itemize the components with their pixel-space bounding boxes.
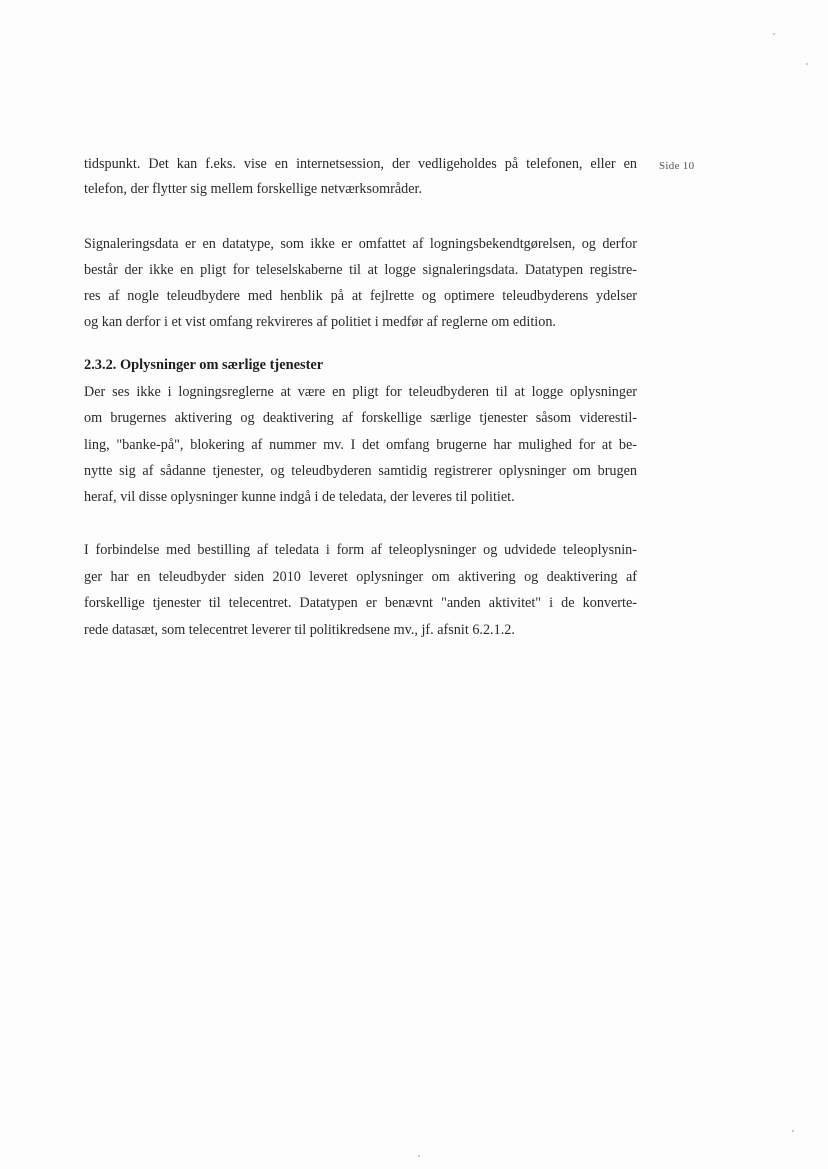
ordering-line: forskellige tjenester til telecentret. Datatypen er benævnt "anden aktivitet" i de konverte- — [84, 595, 637, 611]
section-line: heraf, vil disse oplysninger kunne indgå i de teledata, der leveres til politiet. — [84, 489, 515, 505]
intro-line: tidspunkt. Det kan f.eks. vise en internetsession, der vedligeholdes på telefonen, eller en — [84, 156, 637, 172]
signaling-line: og kan derfor i et vist omfang rekvireres af politiet i medfør af reglerne om edition. — [84, 314, 556, 330]
ordering-line: ger har en teleudbyder siden 2010 leveret oplysninger om aktivering og deaktivering af — [84, 569, 637, 585]
signaling-line: består der ikke en pligt for teleselskaberne til at logge signaleringsdata. Datatypen registre- — [84, 262, 637, 278]
ordering-line: I forbindelse med bestilling af teledata i form af teleoplysninger og udvidede teleoplysnin- — [84, 542, 637, 558]
scan-speck — [773, 33, 775, 35]
section-line: nytte sig af sådanne tjenester, og teleudbyderen samtidig registrerer oplysninger om brugen — [84, 463, 637, 479]
ordering-line: rede datasæt, som telecentret leverer til politikredsene mv., jf. afsnit 6.2.1.2. — [84, 622, 515, 638]
section-line: ling, "banke-på", blokering af nummer mv. I det omfang brugerne har mulighed for at be- — [84, 437, 637, 453]
scan-speck — [792, 1130, 794, 1132]
section-heading: 2.3.2. Oplysninger om særlige tjenester — [84, 357, 324, 373]
intro-line: telefon, der flytter sig mellem forskellige netværksområder. — [84, 181, 423, 197]
scan-speck — [418, 1155, 420, 1157]
section-line: Der ses ikke i logningsreglerne at være en pligt for teleudbyderen til at logge oplysninger — [84, 384, 637, 400]
scan-speck — [806, 63, 808, 65]
section-line: om brugernes aktivering og deaktivering af forskellige særlige tjenester såsom viderestil- — [84, 410, 637, 426]
signaling-line: res af nogle teleudbydere med henblik på at fejlrette og optimere teleudbyderens ydelser — [84, 288, 637, 304]
page-number: Side 10 — [659, 160, 695, 172]
signaling-line: Signaleringsdata er en datatype, som ikke er omfattet af logningsbekendtgørelsen, og derfor — [84, 236, 637, 252]
